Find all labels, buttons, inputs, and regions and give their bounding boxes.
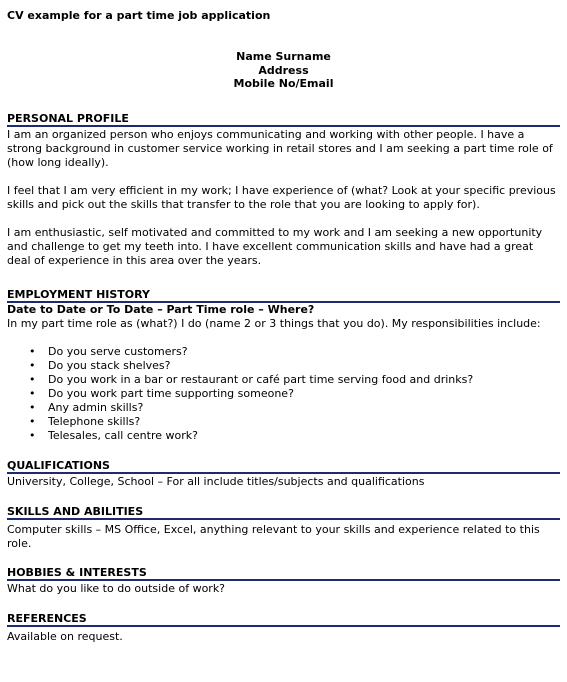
qualifications-heading: QUALIFICATIONS [7,459,110,472]
qualifications-rule [7,472,560,474]
profile-paragraph: I am an organized person who enjoys communicating and working with other people. I have a strong background in customer service working in retail stores and I am seeking a part time role of (how long ideally). [7,128,553,169]
document-title: CV example for a part time job application [7,9,271,22]
candidate-name: Name Surname [236,50,331,63]
references-text: Available on request. [7,630,123,643]
list-item [7,345,473,359]
references-rule [7,625,560,627]
bullet-icon: • [29,429,36,442]
list-item [7,429,473,443]
skills-rule [7,518,560,520]
list-item-text: Telesales, call centre work? [48,429,198,442]
bullet-icon: • [29,345,36,358]
list-item [7,415,473,429]
personal-profile-heading: PERSONAL PROFILE [7,112,129,125]
bullet-icon: • [29,359,36,372]
employment-role-line: Date to Date or To Date – Part Time role – Where? [7,303,315,316]
bullet-icon: • [29,373,36,386]
bullet-icon: • [29,415,36,428]
skills-heading: SKILLS AND ABILITIES [7,505,144,518]
hobbies-rule [7,579,560,581]
list-item-text: Do you serve customers? [48,345,188,358]
list-item-text: Do you stack shelves? [48,359,171,372]
hobbies-heading: HOBBIES & INTERESTS [7,566,147,579]
list-item-text: Do you work part time supporting someone? [48,387,294,400]
list-item [7,401,473,415]
cv-header [7,50,560,91]
bullet-icon: • [29,401,36,414]
list-item [7,373,473,387]
candidate-contact: Mobile No/Email [233,77,334,90]
profile-paragraph: I feel that I am very efficient in my work; I have experience of (what? Look at your specific previous skills and pick out the skills that transfer to the role that you are looking to apply for). [7,184,556,211]
qualifications-text: University, College, School – For all include titles/subjects and qualifications [7,475,425,488]
list-item [7,387,473,401]
personal-profile-rule [7,125,560,127]
profile-paragraph: I am enthusiastic, self motivated and committed to my work and I am seeking a new opportunity and challenge to get my teeth into. I have excellent communication skills and have had a great deal of experience in this area over the years. [7,226,543,267]
employment-history-heading: EMPLOYMENT HISTORY [7,288,150,301]
bullet-icon: • [29,387,36,400]
list-item [7,359,473,373]
list-item-text: Telephone skills? [48,415,141,428]
responsibilities-list [7,345,473,443]
candidate-address: Address [258,63,309,77]
list-item-text: Do you work in a bar or restaurant or café part time serving food and drinks? [48,373,474,386]
list-item-text: Any admin skills? [48,401,144,414]
hobbies-text: What do you like to do outside of work? [7,582,226,595]
references-heading: REFERENCES [7,612,87,625]
employment-intro: In my part time role as (what?) I do (name 2 or 3 things that you do). My responsibilities include: [7,317,541,330]
skills-text: Computer skills – MS Office, Excel, anything relevant to your skills and experience related to this role. [7,523,540,550]
